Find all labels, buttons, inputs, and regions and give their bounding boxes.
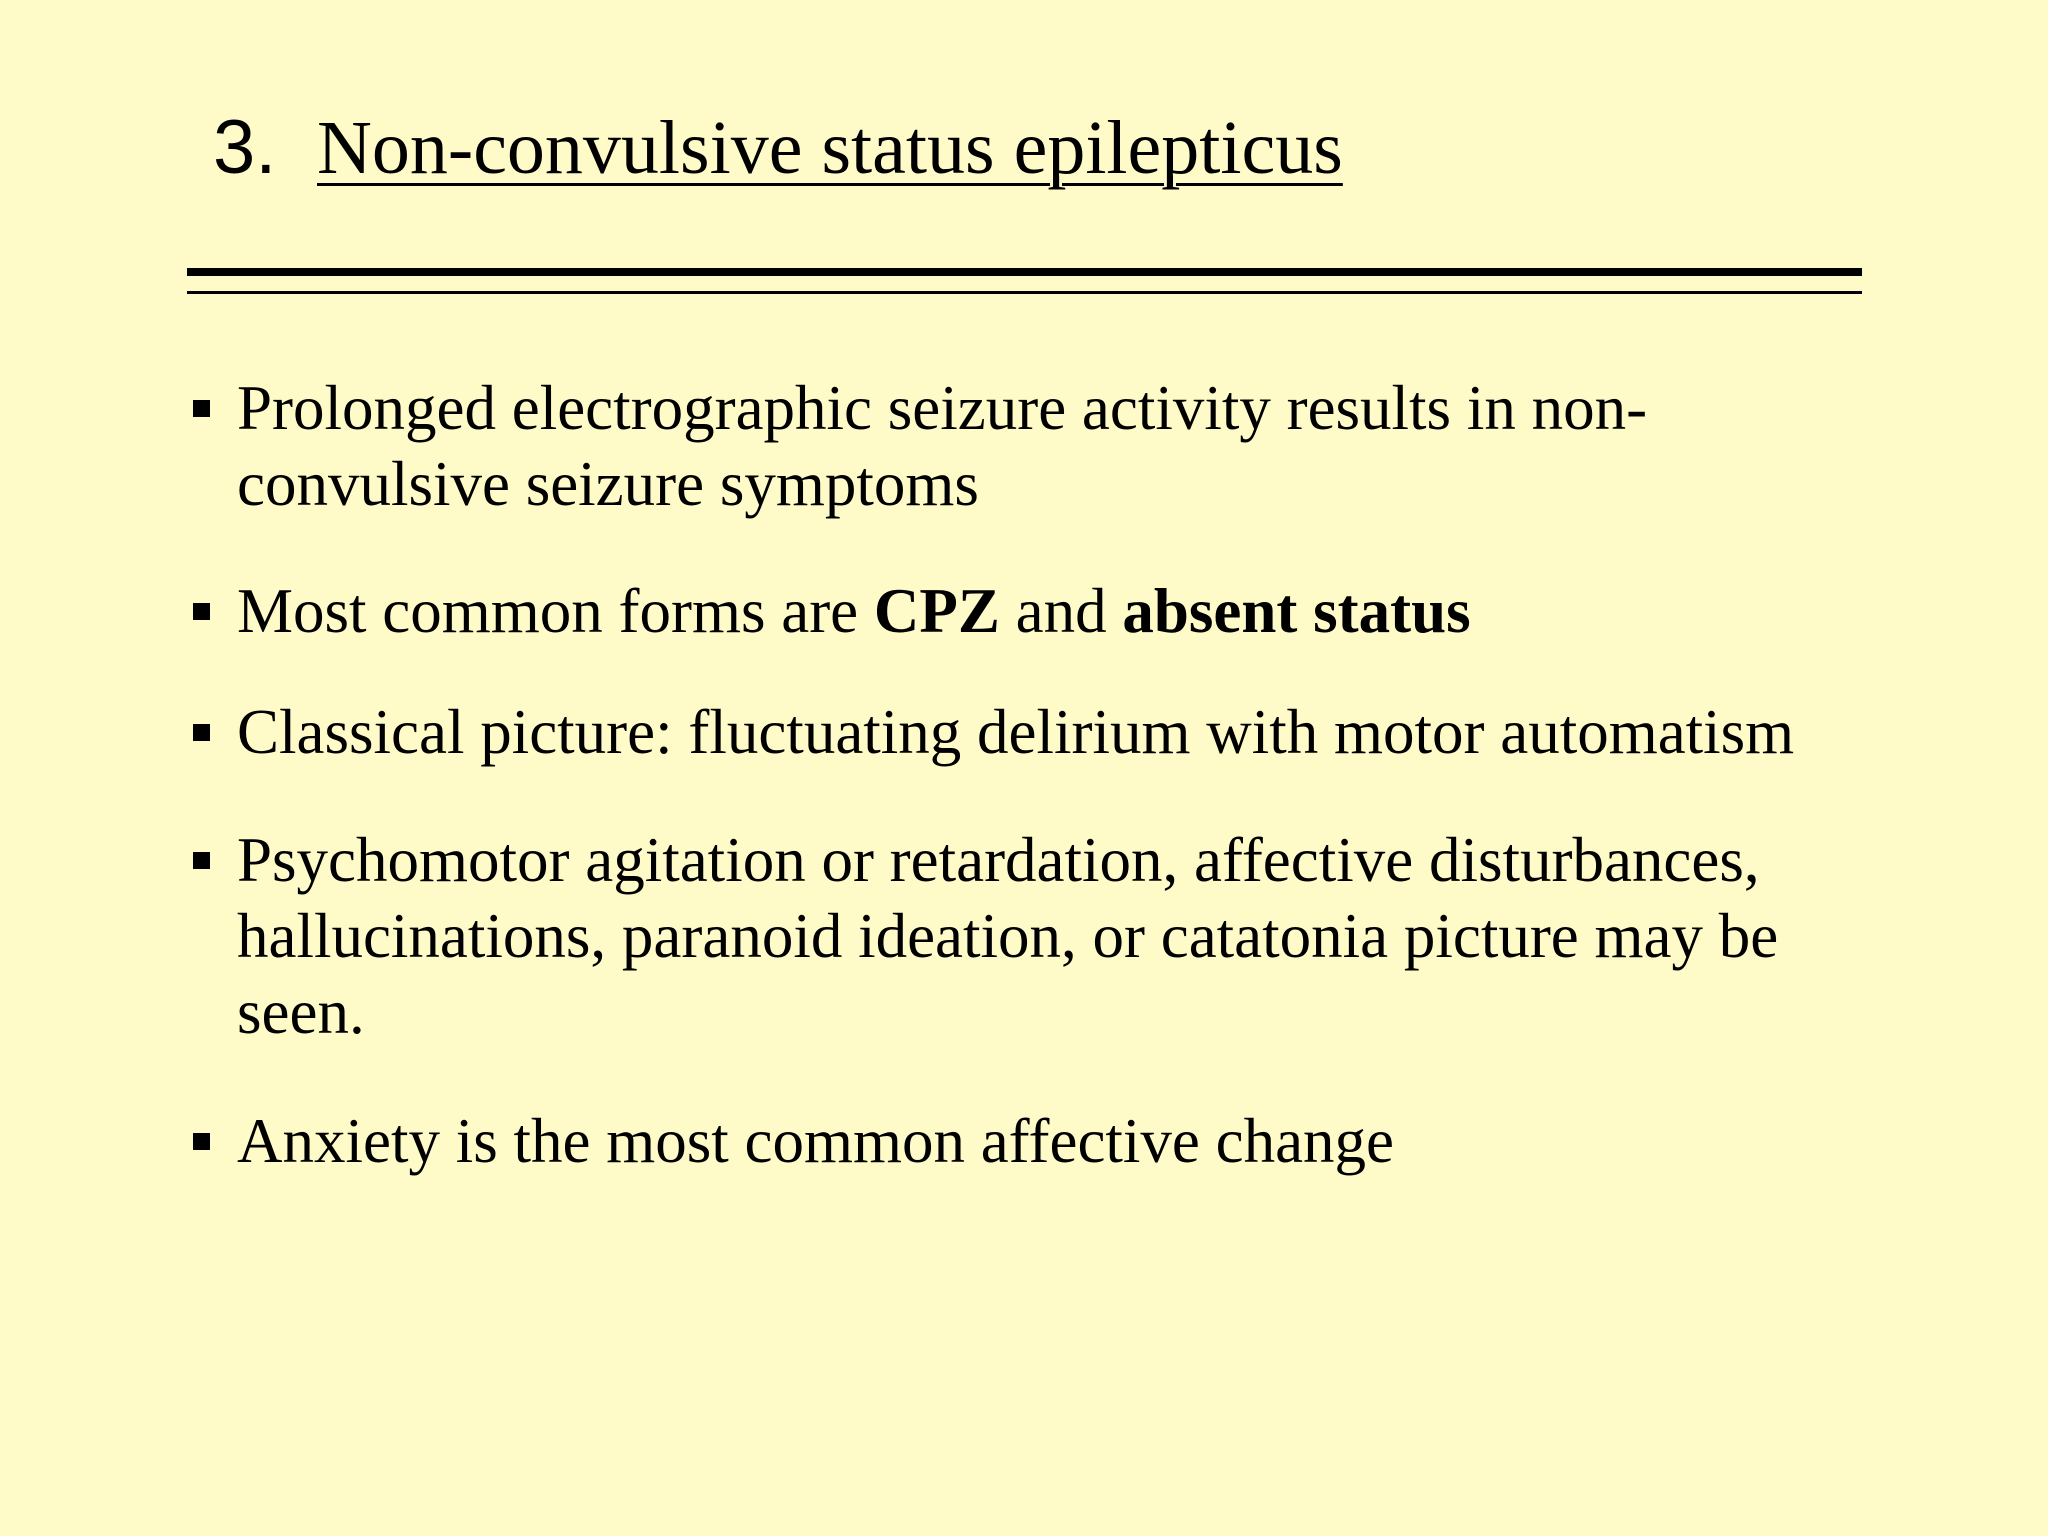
square-bullet-icon [193,1133,210,1150]
bullet-text: Psychomotor agitation or retardation, affective disturbances, hallucinations, paranoid ideation, or catatonia picture may be seen. [237,825,1779,1047]
title-rule-thin [187,291,1862,294]
square-bullet-icon [193,400,210,417]
bullet-item [187,822,1887,1050]
bullet-text: Anxiety is the most common affective change [237,1106,1395,1176]
bullet-item [187,370,1887,522]
square-bullet-icon [193,603,210,620]
square-bullet-icon [193,852,210,869]
bullet-text-part: and [999,576,1123,646]
title-number: 3. [213,105,277,190]
slide-title [213,98,1343,198]
square-bullet-icon [193,724,210,741]
bullet-text-part: Most common forms are [237,576,874,646]
bullet-text [237,576,1471,646]
bullet-item [187,1103,1887,1179]
bullet-text: Prolonged electrographic seizure activity results in non-convulsive seizure symptoms [237,373,1648,519]
bullet-list [187,370,1887,1179]
bullet-item [187,573,1887,649]
bullet-emphasis-absent-status: absent status [1122,576,1471,646]
title-rule-thick [187,268,1862,276]
bullet-emphasis-cpz: CPZ [873,576,1000,646]
bullet-item [187,694,1887,770]
bullet-text: Classical picture: fluctuating delirium with motor automatism [237,697,1795,767]
title-text: Non-convulsive status epilepticus [317,106,1343,190]
